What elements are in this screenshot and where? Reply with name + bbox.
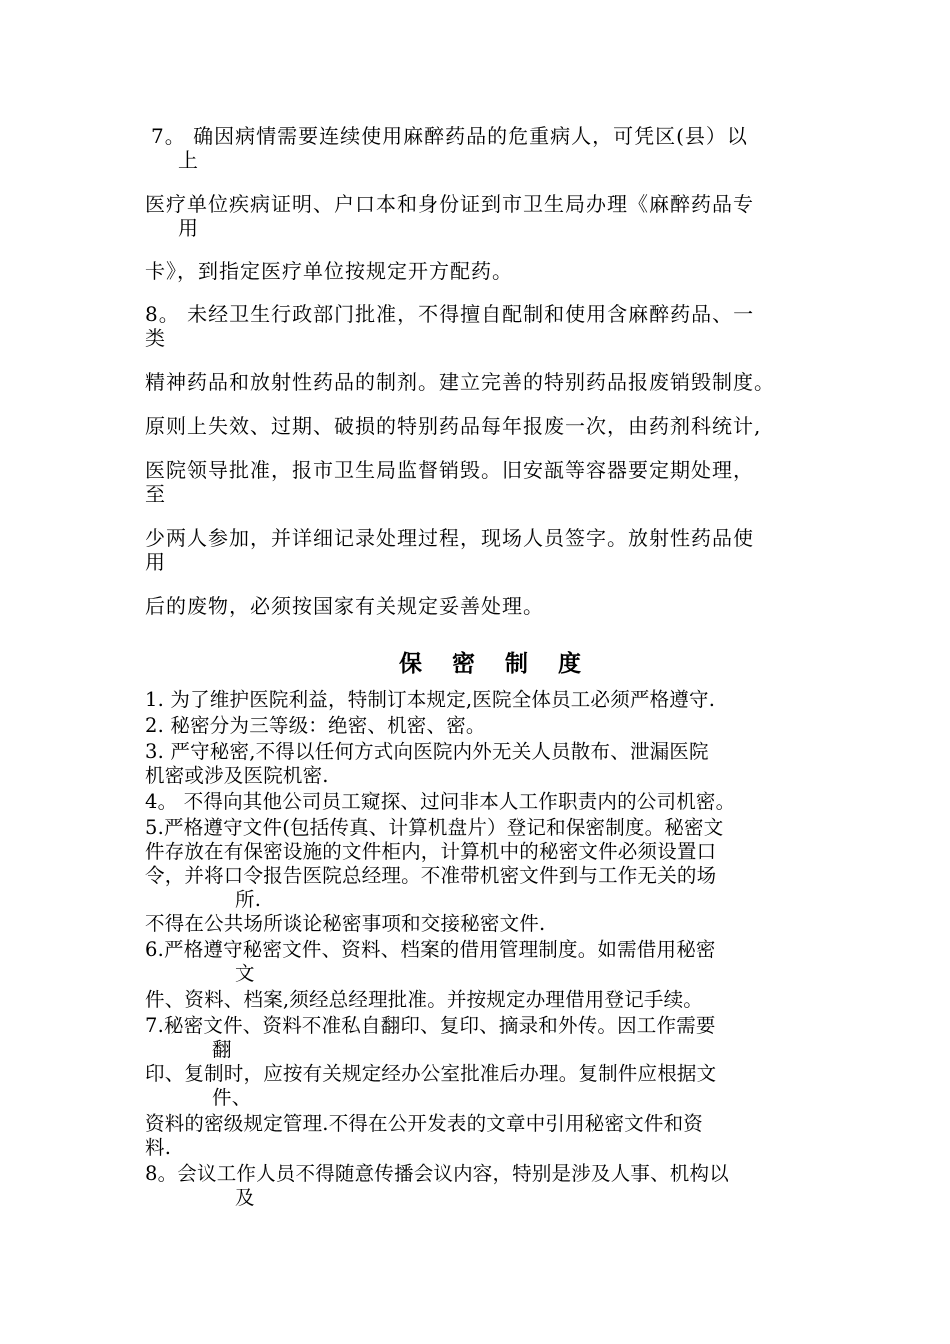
paragraph-line: 不得在公共场所谈论秘密事项和交接秘密文件.	[145, 912, 546, 935]
paragraph-line: 件存放在有保密设施的文件柜内，计算机中的秘密文件必须设置口	[145, 840, 717, 863]
paragraph-line: 机密或涉及医院机密.	[145, 764, 329, 787]
paragraph-line: 件、	[212, 1086, 252, 1109]
paragraph-line: 印、复制时，应按有关规定经办公室批准后办理。复制件应根据文	[145, 1062, 717, 1085]
paragraph-line: 及	[235, 1186, 255, 1209]
section-title: 保 密 制 度	[399, 650, 584, 677]
paragraph-line: 6.严格遵守秘密文件、资料、档案的借用管理制度。如需借用秘密	[145, 938, 716, 961]
paragraph-line: 后的废物，必须按国家有关规定妥善处理。	[145, 594, 544, 618]
paragraph-line: 所.	[235, 888, 262, 911]
paragraph-line: 少两人参加，并详细记录处理过程，现场人员签字。放射性药品使	[145, 526, 754, 550]
paragraph-line: 原则上失效、过期、破损的特别药品每年报废一次，由药剂科统计,	[145, 414, 762, 438]
paragraph-line: 8。会议工作人员不得随意传播会议内容，特别是涉及人事、机构以	[145, 1162, 729, 1185]
paragraph-line: 7.秘密文件、资料不准私自翻印、复印、摘录和外传。因工作需要	[145, 1014, 716, 1037]
paragraph-line: 文	[235, 962, 255, 985]
paragraph-line: 4。 不得向其他公司员工窥探、过问非本人工作职责内的公司机密。	[145, 790, 736, 813]
paragraph-line: 5.严格遵守文件(包括传真、计算机盘片）登记和保密制度。秘密文	[145, 816, 724, 839]
paragraph-line: 资料的密级规定管理.不得在公开发表的文章中引用秘密文件和资	[145, 1112, 703, 1135]
paragraph-line: 8。 未经卫生行政部门批准，不得擅自配制和使用含麻醉药品、一	[145, 302, 755, 326]
paragraph-line: 精神药品和放射性药品的制剂。建立完善的特别药品报废销毁制度。	[145, 370, 775, 394]
paragraph-line: 用	[145, 550, 166, 574]
paragraph-line: 医院领导批准，报市卫生局监督销毁。旧安瓿等容器要定期处理，	[145, 458, 754, 482]
paragraph-line: 2. 秘密分为三等级：绝密、机密、密。	[145, 714, 486, 737]
paragraph-line: 7。 确因病情需要连续使用麻醉药品的危重病人，可凭区(县）以	[151, 124, 748, 148]
paragraph-line: 料.	[145, 1136, 172, 1159]
paragraph-line: 3. 严守秘密,不得以任何方式向医院内外无关人员散布、泄漏医院	[145, 740, 709, 763]
paragraph-line: 卡》，到指定医疗单位按规定开方配药。	[145, 259, 513, 283]
paragraph-line: 翻	[212, 1038, 232, 1061]
paragraph-line: 件、资料、档案,须经总经理批准。并按规定办理借用登记手续。	[145, 988, 703, 1011]
paragraph-line: 医疗单位疾病证明、户口本和身份证到市卫生局办理《麻醉药品专	[145, 192, 754, 216]
paragraph-line: 至	[145, 482, 166, 506]
paragraph-line: 用	[178, 216, 199, 240]
paragraph-line: 令，并将口令报告医院总经理。不准带机密文件到与工作无关的场	[145, 864, 717, 887]
paragraph-line: 1. 为了维护医院利益，特制订本规定,医院全体员工必须严格遵守.	[145, 688, 716, 711]
paragraph-line: 上	[178, 148, 199, 172]
paragraph-line: 类	[145, 326, 166, 350]
